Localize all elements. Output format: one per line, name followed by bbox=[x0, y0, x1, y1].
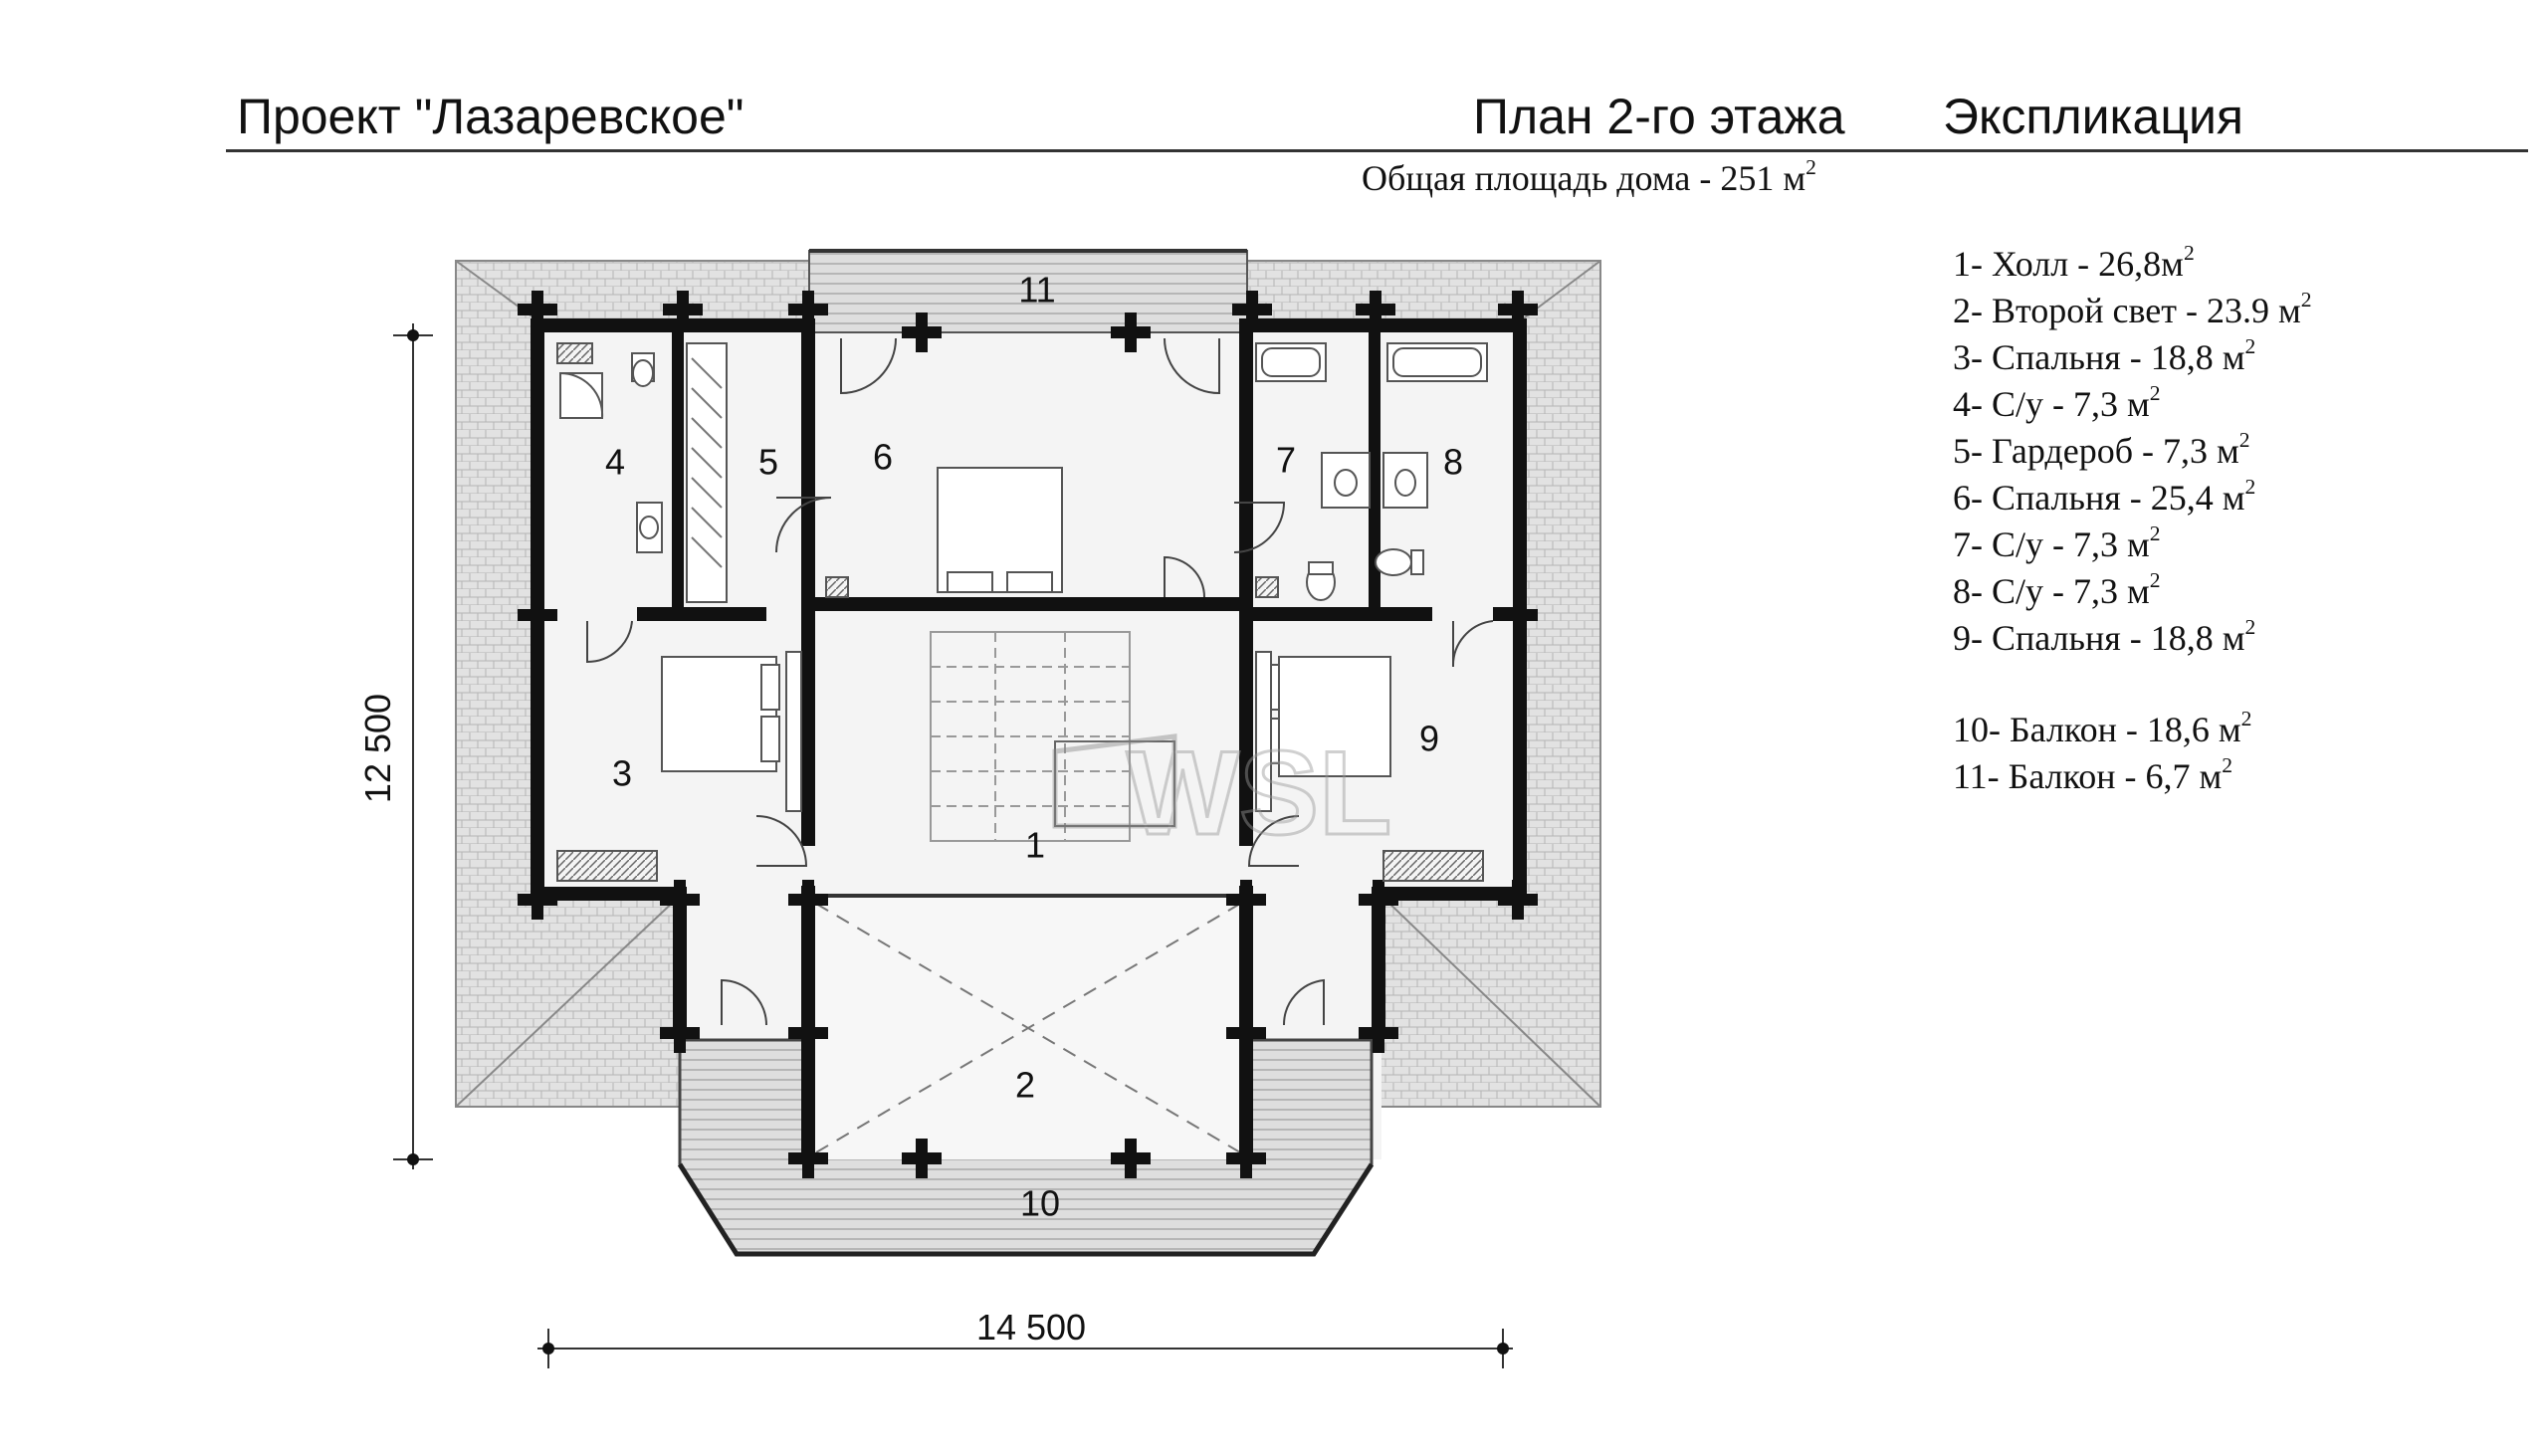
legend-item: 1- Холл - $26,8м^2$ bbox=[1953, 240, 2195, 284]
legend-item: 4- С/у - 7,3 $м^2$ bbox=[1953, 380, 2161, 424]
legend-item: 8- С/у - 7,3 $м^2$ bbox=[1953, 567, 2161, 611]
watermark-text: WSL bbox=[1126, 727, 1392, 860]
room-label-1: 1 bbox=[1024, 824, 1046, 866]
plan-title: План 2-го этажа bbox=[1473, 89, 1845, 144]
project-title: Проект "Лазаревское" bbox=[237, 89, 744, 144]
total-area: Общая площадь дома - 251 $м^2$ bbox=[1362, 154, 1816, 198]
room-label-4: 4 bbox=[604, 441, 626, 483]
legend-item: 10- Балкон - 18,6 $м^2$ bbox=[1953, 706, 2252, 749]
dimension-height bbox=[357, 323, 433, 1169]
room-label-6: 6 bbox=[872, 436, 894, 478]
legend-item: 9- Спальня - 18,8 $м^2$ bbox=[1953, 614, 2256, 658]
second-light-void bbox=[809, 896, 1247, 1159]
explication-title: Экспликация bbox=[1943, 89, 2243, 144]
legend-item: 5- Гардероб - 7,3 $м^2$ bbox=[1953, 427, 2250, 471]
legend-item: 7- С/у - 7,3 $м^2$ bbox=[1953, 520, 2161, 564]
legend-item: 11- Балкон - 6,7 $м^2$ bbox=[1953, 752, 2233, 796]
legend-item: 2- Второй свет - 23.9 $м^2$ bbox=[1953, 287, 2312, 330]
legend-item: 6- Спальня - 25,4 $м^2$ bbox=[1953, 474, 2256, 518]
room-label-9: 9 bbox=[1418, 718, 1440, 759]
room-label-8: 8 bbox=[1442, 441, 1464, 483]
room-label-3: 3 bbox=[611, 752, 633, 794]
room-label-5: 5 bbox=[757, 441, 779, 483]
legend-item: 3- Спальня - 18,8 $м^2$ bbox=[1953, 333, 2256, 377]
room-label-11: 11 bbox=[1018, 269, 1056, 311]
room-label-7: 7 bbox=[1275, 439, 1297, 481]
dimension-height-label: 12 500 bbox=[357, 693, 398, 804]
room-label-2: 2 bbox=[1014, 1064, 1036, 1106]
dimension-width bbox=[537, 1307, 1513, 1368]
dimension-width-label: 14 500 bbox=[975, 1307, 1087, 1348]
room-label-10: 10 bbox=[1019, 1182, 1061, 1224]
